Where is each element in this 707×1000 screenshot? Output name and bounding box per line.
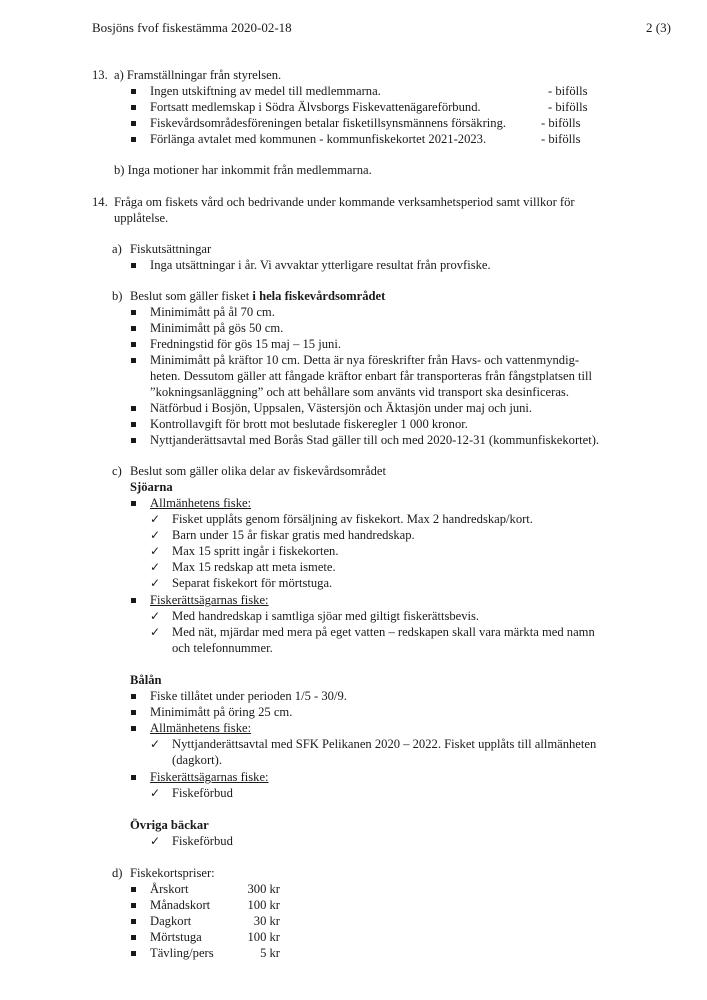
list-item-cont: ”kokningsanläggning” och att behållare som använts vid transport ska desinficeras.	[150, 385, 569, 399]
bullet-icon	[131, 310, 136, 315]
bullet-icon	[131, 919, 136, 924]
subsection-c-label: Beslut som gäller olika delar av fiskevårdsområdet	[130, 464, 386, 478]
section-13-number: 13.	[92, 68, 108, 82]
subsection-d-marker: d)	[112, 866, 123, 880]
checkmark-icon: ✓	[150, 834, 161, 848]
document-header-title: Bosjöns fvof fiskestämma 2020-02-18	[92, 20, 292, 35]
subsection-b-marker: b)	[112, 289, 123, 303]
list-item: Nyttjanderättsavtal med SFK Pelikanen 2020 – 2022. Fisket upplåts till allmänheten	[172, 737, 597, 751]
bullet-icon	[131, 887, 136, 892]
list-item: Fiskevårdsområdesföreningen betalar fisketillsynsmännens försäkring.	[150, 116, 507, 130]
price-value: 300 kr	[247, 882, 280, 896]
bullet-icon	[131, 501, 136, 506]
checkmark-icon: ✓	[150, 528, 161, 542]
list-item: Kontrollavgift för brott mot beslutade fiskeregler 1 000 kronor.	[150, 417, 468, 431]
section-14-number: 14.	[92, 195, 108, 209]
bullet-icon	[131, 121, 136, 126]
section-13b-label: b) Inga motioner har inkommit från medlemmarna.	[114, 163, 372, 177]
list-item: Fiskeförbud	[172, 786, 233, 800]
heading-ovriga-backar: Övriga bäckar	[130, 818, 209, 832]
list-item: Minimimått på kräftor 10 cm. Detta är nya föreskrifter från Havs- och vattenmyndig-	[150, 353, 580, 367]
subsection-d-label: Fiskekortspriser:	[130, 866, 215, 880]
checkmark-icon: ✓	[150, 625, 161, 639]
section-13a-label: a) Framställningar från styrelsen.	[114, 68, 282, 82]
list-item: Nyttjanderättsavtal med Borås Stad gäller till och med 2020-12-31 (kommunfiskekortet).	[150, 433, 600, 447]
checkmark-icon: ✓	[150, 609, 161, 623]
list-item: Förlänga avtalet med kommunen - kommunfiskekortet 2021-2023.	[150, 132, 487, 146]
checkmark-icon: ✓	[150, 576, 161, 590]
bullet-icon	[131, 263, 136, 268]
price-name: Månadskort	[150, 898, 211, 912]
list-item: Max 15 spritt ingår i fiskekorten.	[172, 544, 339, 558]
allmanhetens-fiske-heading: Allmänhetens fiske:	[150, 721, 252, 735]
list-item: Barn under 15 år fiskar gratis med handredskap.	[172, 528, 415, 542]
bullet-icon	[131, 598, 136, 603]
bullet-icon	[131, 951, 136, 956]
list-item: Fortsatt medlemskap i Södra Älvsborgs Fiskevattenägareförbund.	[150, 100, 481, 114]
list-item-cont: (dagkort).	[172, 753, 223, 767]
price-value: 100 kr	[247, 930, 280, 944]
bullet-icon	[131, 438, 136, 443]
bullet-icon	[131, 358, 136, 363]
list-item: Minimimått på ål 70 cm.	[150, 305, 275, 319]
status-text: - bifölls	[541, 132, 581, 146]
section-14-title-cont: upplåtelse.	[114, 211, 169, 225]
checkmark-icon: ✓	[150, 560, 161, 574]
bullet-icon	[131, 89, 136, 94]
list-item: Fiske tillåtet under perioden 1/5 - 30/9.	[150, 689, 347, 703]
bullet-icon	[131, 710, 136, 715]
heading-sjoarna: Sjöarna	[130, 480, 173, 494]
status-text: - bifölls	[541, 116, 581, 130]
list-item: Inga utsättningar i år. Vi avvaktar ytterligare resultat från provfiske.	[150, 258, 491, 272]
price-name: Mörtstuga	[150, 930, 202, 944]
price-value: 100 kr	[247, 898, 280, 912]
price-name: Årskort	[150, 882, 189, 896]
list-item: Nätförbud i Bosjön, Uppsalen, Västersjön och Äktasjön under maj och juni.	[150, 401, 533, 415]
list-item-cont: och telefonnummer.	[172, 641, 273, 655]
checkmark-icon: ✓	[150, 544, 161, 558]
status-text: - bifölls	[548, 84, 588, 98]
bullet-icon	[131, 775, 136, 780]
bullet-icon	[131, 422, 136, 427]
bullet-icon	[131, 935, 136, 940]
list-item: Fiskeförbud	[172, 834, 233, 848]
price-name: Dagkort	[150, 914, 192, 928]
price-name: Tävling/pers	[150, 946, 214, 960]
bullet-icon	[131, 903, 136, 908]
subsection-b-label: Beslut som gäller fisket i hela fiskevårdsområdet	[130, 289, 386, 303]
fiskerattsagarnas-fiske-heading: Fiskerättsägarnas fiske:	[150, 770, 269, 784]
section-14-title: Fråga om fiskets vård och bedrivande under kommande verksamhetsperiod samt villkor för	[114, 195, 575, 209]
bullet-icon	[131, 326, 136, 331]
price-value: 30 kr	[253, 914, 280, 928]
list-item: Fredningstid för gös 15 maj – 15 juni.	[150, 337, 341, 351]
list-item: Ingen utskiftning av medel till medlemmarna.	[150, 84, 381, 98]
page-number: 2 (3)	[646, 20, 671, 35]
checkmark-icon: ✓	[150, 786, 161, 800]
bullet-icon	[131, 105, 136, 110]
checkmark-icon: ✓	[150, 737, 161, 751]
allmanhetens-fiske-heading: Allmänhetens fiske:	[150, 496, 252, 510]
list-item: Minimimått på gös 50 cm.	[150, 321, 284, 335]
list-item: Med nät, mjärdar med mera på eget vatten – redskapen skall vara märkta med namn	[172, 625, 595, 639]
fiskerattsagarnas-fiske-heading: Fiskerättsägarnas fiske:	[150, 593, 269, 607]
list-item-cont: heten. Dessutom gäller att fångade kräftor enbart får transporteras från fångstplatsen till	[150, 369, 593, 383]
list-item: Med handredskap i samtliga sjöar med giltigt fiskerättsbevis.	[172, 609, 480, 623]
list-item: Separat fiskekort för mörtstuga.	[172, 576, 333, 590]
list-item: Max 15 redskap att meta ismete.	[172, 560, 336, 574]
status-text: - bifölls	[548, 100, 588, 114]
list-item: Minimimått på öring 25 cm.	[150, 705, 293, 719]
list-item: Fisket upplåts genom försäljning av fiskekort. Max 2 handredskap/kort.	[172, 512, 533, 526]
price-value: 5 kr	[260, 946, 280, 960]
subsection-c-marker: c)	[112, 464, 122, 478]
subsection-a-marker: a)	[112, 242, 122, 256]
heading-balan: Bålån	[130, 673, 162, 687]
bullet-icon	[131, 137, 136, 142]
bullet-icon	[131, 694, 136, 699]
checkmark-icon: ✓	[150, 512, 161, 526]
bullet-icon	[131, 406, 136, 411]
bullet-icon	[131, 342, 136, 347]
subsection-a-label: Fiskutsättningar	[130, 242, 212, 256]
bullet-icon	[131, 726, 136, 731]
